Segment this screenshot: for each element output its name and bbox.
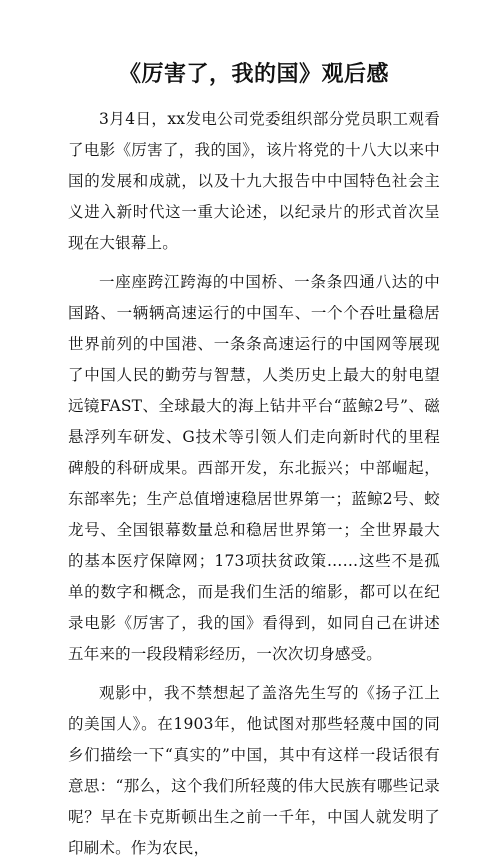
paragraph-3: 观影中，我不禁想起了盖洛先生写的《扬子江上的美国人》。在1903年，他试图对那些轻蔑中国的同乡们描绘一下“真实的”中国，其中有这样一段话很有意思：“那么，这个我们所轻蔑的伟大民族有哪些记录呢？早在卡克斯顿出生之前一千年，中国人就发明了印刷术。作为农民，	[68, 684, 440, 857]
paragraph-1: 3月4日，xx发电公司党委组织部分党员职工观看了电影《厉害了，我的国》，该片将党的十八大以来中国的发展和成就，以及十九大报告中中国特色社会主义进入新时代这一重大论述，以纪录片的形式首次呈现在大银幕上。	[68, 110, 440, 252]
document-title: 《厉害了，我的国》观后感	[118, 61, 389, 87]
paragraph-2: 一座座跨江跨海的中国桥、一条条四通八达的中国路、一辆辆高速运行的中国车、一个个吞吐量稳居世界前列的中国港、一条条高速运行的中国网等展现了中国人民的勤劳与智慧，人类历史上最大的射电望远镜FAST、全球最大的海上钻井平台“蓝鲸2号”、磁悬浮列车研发、G技术等引领人们走向新时代的里程碑般的科研成果。西部开发，东北振兴；中部崛起，东部率先；生产总值增速稳居世界第一；蓝鲸2号、蛟龙号、全国银幕数量总和稳居世界第一；全世界最大的基本医疗保障网；173项扶贫政策……这些不是孤单的数字和概念，而是我们生活的缩影，都可以在纪录电影《厉害了，我的国》看得到，如同自己在讲述五年来的一段段精彩经历，一次次切身感受。	[68, 273, 440, 663]
